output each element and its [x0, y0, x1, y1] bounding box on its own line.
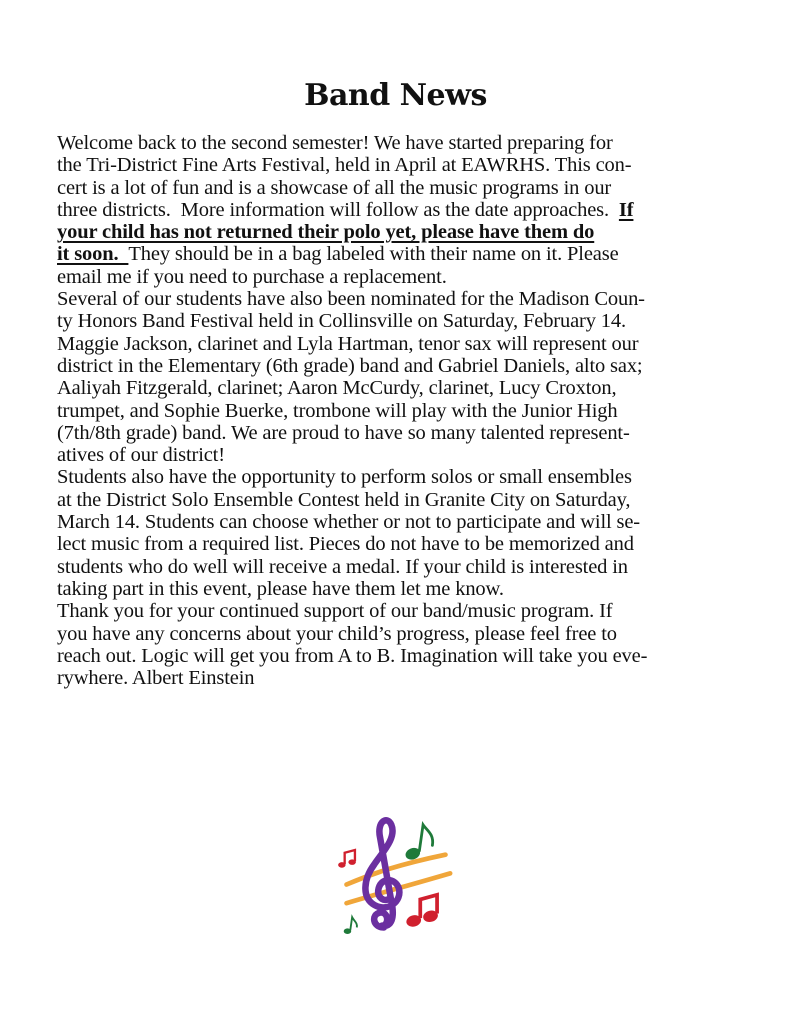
text-line: trumpet, and Sophie Buerke, trombone will play with the Junior High — [57, 399, 618, 422]
text-line — [57, 243, 757, 265]
text-line: rywhere. Albert Einstein — [57, 667, 255, 690]
paragraph-honors-band — [57, 288, 757, 466]
text-line: email me if you need to purchase a replacement. — [57, 265, 447, 288]
text-line: Students also have the opportunity to perform solos or small ensembles — [57, 466, 632, 489]
paragraph-solo-ensemble — [57, 466, 757, 600]
polo-reminder-emphasis: your child has not returned their polo yet, please have them do — [57, 221, 595, 244]
text-line — [57, 199, 757, 221]
text-line: ty Honors Band Festival held in Collinsville on Saturday, February 14. — [57, 310, 626, 333]
text-line: (7th/8th grade) band. We are proud to have so many talented represent- — [57, 421, 630, 444]
text-line: Maggie Jackson, clarinet and Lyla Hartman, tenor sax will represent our — [57, 332, 639, 355]
text-line: the Tri-District Fine Arts Festival, held in April at EAWRHS. This con- — [57, 154, 632, 177]
text-line: you have any concerns about your child’s progress, please feel free to — [57, 622, 617, 645]
text-run: three districts. More information will follow as the date approaches. — [57, 198, 619, 221]
text-line: Welcome back to the second semester! We have started preparing for — [57, 132, 613, 154]
text-line: Aaliyah Fitzgerald, clarinet; Aaron McCurdy, clarinet, Lucy Croxton, — [57, 377, 617, 400]
text-line: district in the Elementary (6th grade) band and Gabriel Daniels, alto sax; — [57, 354, 643, 377]
music-notes-treble-clef-icon — [326, 808, 466, 948]
text-line: Several of our students have also been nominated for the Madison Coun- — [57, 288, 645, 311]
text-line — [57, 221, 757, 243]
newsletter-body — [57, 132, 757, 689]
text-line: cert is a lot of fun and is a showcase of all the music programs in our — [57, 176, 612, 199]
text-line: taking part in this event, please have them let me know. — [57, 577, 504, 600]
text-run: They should be in a bag labeled with their name on it. Please — [128, 243, 619, 266]
text-line: at the District Solo Ensemble Contest held in Granite City on Saturday, — [57, 488, 631, 511]
polo-reminder-emphasis: If — [618, 198, 634, 221]
text-line: March 14. Students can choose whether or not to participate and will se- — [57, 511, 640, 534]
text-line: Thank you for your continued support of our band/music program. If — [57, 600, 613, 623]
text-line: atives of our district! — [57, 444, 225, 467]
text-line: reach out. Logic will get you from A to B. Imagination will take you eve- — [57, 644, 648, 667]
text-line: students who do well will receive a medal. If your child is interested in — [57, 555, 628, 578]
paragraph-welcome — [57, 132, 757, 288]
paragraph-thank-you — [57, 600, 757, 689]
polo-reminder-emphasis: it soon. — [57, 243, 129, 266]
page-title: Band News — [304, 78, 487, 113]
text-line: lect music from a required list. Pieces do not have to be memorized and — [57, 533, 634, 556]
